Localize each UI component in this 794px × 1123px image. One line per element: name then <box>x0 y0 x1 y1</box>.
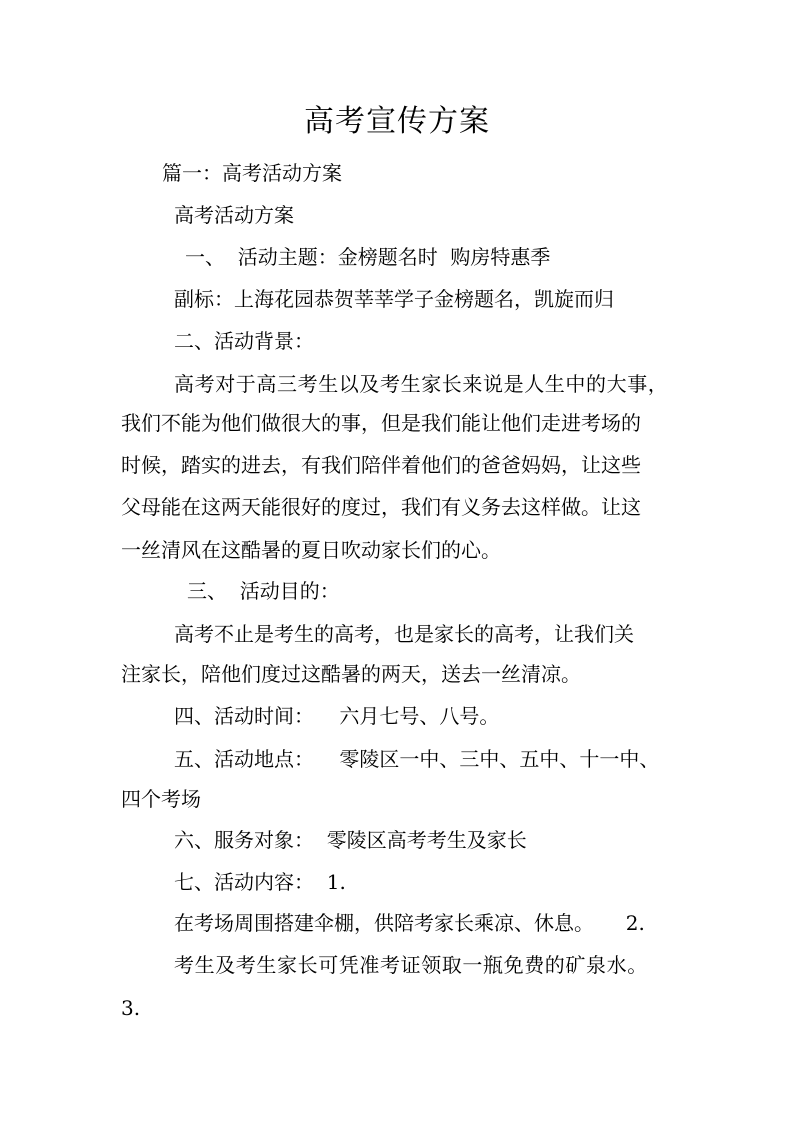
background-paragraph-line: 父母能在这两天能很好的度过，我们有义务去这样做。让这 <box>121 495 641 519</box>
document-title: 高考宣传方案 <box>304 104 490 139</box>
activity-content-item: 在考场周围搭建伞棚，供陪考家长乘凉、休息。 2. <box>174 911 645 935</box>
background-heading: 二、活动背景： <box>174 329 314 353</box>
background-paragraph-line: 高考对于高三考生以及考生家长来说是人生中的大事， <box>174 372 669 396</box>
activity-subtitle: 副标：上海花园恭贺莘莘学子金榜题名，凯旋而归 <box>174 287 614 311</box>
background-paragraph-line: 时候，踏实的进去，有我们陪伴着他们的爸爸妈妈，让这些 <box>121 453 641 477</box>
activity-time: 四、活动时间： 六月七号、八号。 <box>174 704 500 728</box>
purpose-paragraph-line: 高考不止是考生的高考，也是家长的高考，让我们关 <box>174 622 634 646</box>
activity-location-continued: 四个考场 <box>121 787 201 811</box>
purpose-paragraph-line: 注家长，陪他们度过这酷暑的两天，送去一丝清凉。 <box>121 662 581 686</box>
activity-location: 五、活动地点： 零陵区一中、三中、五中、十一中、 <box>174 747 660 771</box>
plan-subtitle: 高考活动方案 <box>174 203 294 227</box>
activity-content-item: 考生及考生家长可凭准考证领取一瓶免费的矿泉水。 <box>174 953 648 977</box>
section-heading: 篇一：高考活动方案 <box>162 161 342 185</box>
service-target: 六、服务对象： 零陵区高考考生及家长 <box>174 828 527 852</box>
activity-content-heading: 七、活动内容： 1. <box>174 870 346 894</box>
purpose-heading: 三、 活动目的： <box>187 579 340 603</box>
background-paragraph-line: 我们不能为他们做很大的事，但是我们能让他们走进考场的 <box>121 411 641 435</box>
background-paragraph-line: 一丝清风在这酷暑的夏日吹动家长们的心。 <box>121 538 501 562</box>
activity-content-item-number: 3. <box>121 996 141 1020</box>
activity-theme: 一、 活动主题：金榜题名时 购房特惠季 <box>185 245 551 269</box>
